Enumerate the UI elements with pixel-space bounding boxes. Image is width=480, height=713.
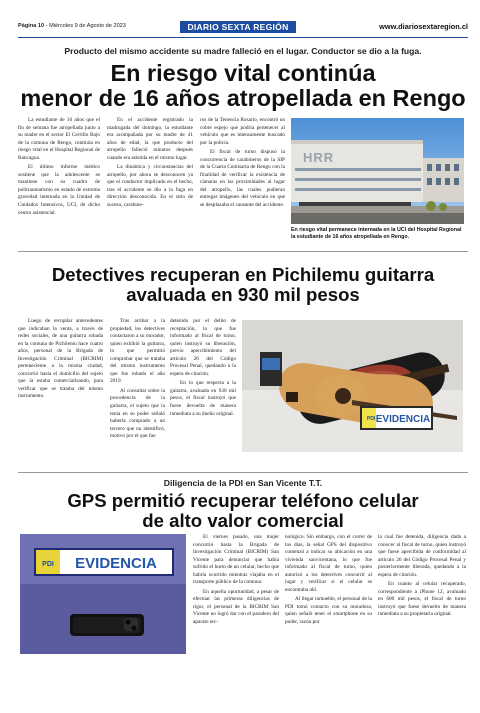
article3-headline: GPS permitió recuperar teléfono celular de alto valor comercial — [67, 490, 419, 532]
hospital-sign: HRR — [303, 150, 335, 165]
hospital-photo — [291, 118, 464, 224]
article1-column-3: ros de la Tenencia Rosario, encontró un cobre espejo que podría pertenecer al vehículo que es intensamente buscado por la policía. El fiscal de turno dispuso la concurrencia de carabineros de la SIP de la Cuarta Comisaría de Rengo con la finalidad de verificar la existencia de cámaras en las proximidades al lugar del atropello, las cuales pudieran entregar imágenes del vehículo en que se desplazaba el causante del accidente. — [200, 117, 285, 209]
article-separator-2 — [18, 472, 468, 473]
article2-column-1: Luego de recopilar antecedentes que indicaban la venta, a través de redes sociales, de una guitarra robada en la comuna de Pichilemu hace cuatro años, personal de la Brigada de Investigación Criminal (BICRIM) perteneciente a la misma ciudad, concurrió hasta el domicilio del sujeto que la estaba comercializando, para verificar que se trataba del mismo instrumento. — [18, 318, 103, 400]
article1-column-2: En el accidente registrado la madrugada del domingo, la estudiante era acompañada por su madre de 41 años de edad, la que producto del atropello falleció minutos después cuando era asistida en el mismo lugar. La dinámica y circunstancias del atropello, por ahora se desconocen ya que el conductor implicado en el hecho, tras el accidente se dio a la fuga en dirección desconocida. En el sitio de suceso, carabine- — [107, 117, 193, 209]
phone-sign-pdi-text: PDI — [42, 561, 54, 568]
article3-kicker: Diligencia de la PDI en San Vicente T.T. — [163, 478, 323, 488]
article1-column-1: La estudiante de 16 años que el fin de semana fue atropellada junto a su madre en el sector El Cerrillo Bajo de la comuna de Rengo, continúa en riesgo vital en el Hospital Regional de Rancagua. El último informe médico sostiene que la adolescente se mantiene con su cuadro de politraumatismo en estado de extrema gravedad internada en la Unidad de Cuidados Intensivos, UCI, de dicho centro asistencial. — [18, 117, 100, 216]
article3-column-2: nológico. Sin embargo, con el correr de los días, la señal GPS del dispositivo comenzó a indicar su ubicación en una vivienda sanvicentana, lo que fue informado al fiscal de turno, quien autorizó a los detectives concurrir al lugar y verificar si el celular se encontraba ahí. Al llegar inmueble, el personal de la PDI tomó contacto con su moradora, quien señaló tener el smartphone en su poder, razón por — [285, 534, 372, 626]
page-date-label: Página 10 - Miércoles 9 de Agosto de 2023 — [18, 23, 126, 29]
guitar-sign-pdi-text: PDI — [367, 416, 376, 422]
section-banner: DIARIO SEXTA REGIÓN — [180, 21, 296, 33]
article1-photo-caption: En riesgo vital permanece internada en la UCI del Hospital Regional la estudiante de 16 años atropellada en Rengo. — [291, 227, 462, 240]
article3-column-1: El viernes pasado, una mujer concurrió hasta la Brigada de Investigación Criminal (BICRIM) San Vicente para denunciar que había sufrido el hurto de un celular, hecho que habría ocurrido mientras viajaba en el transporte público de la comuna. En aquella oportunidad, a pesar de efectuar las primeras diligencias de rigor, el personal de la BICRIM San Vicente no logró dar con el paradero del aparato tec- — [193, 534, 279, 626]
guitar-evidence-sign-text: EVIDENCIA — [375, 414, 431, 425]
phone-evidence-sign-text: EVIDENCIA — [75, 555, 157, 572]
guitar-evidence-photo — [242, 320, 463, 452]
page-header — [18, 22, 468, 35]
article1-kicker: Producto del mismo accidente su madre falleció en el lugar. Conductor se dio a la fuga. — [64, 46, 422, 56]
header-rule — [18, 37, 468, 38]
article1-headline: En riesgo vital continúa menor de 16 años atropellada en Rengo — [20, 60, 466, 112]
article3-column-3: la cual fue detenida, diligencia dada a conocer al fiscal de turno, quien instruyó que fuese apercibida de conformidad al artículo 26 del Código Procesal Penal y posteriormente liberada, quedando a la espera de citación. En cuanto al celular recuperado, correspondiente a iPhone 12, avaluado en 600 mil pesos, el fiscal de turno instruyó que fuese devuelto de manera inmediata a su propietaria original. — [378, 534, 466, 618]
site-url[interactable]: www.diariosextaregion.cl — [379, 22, 468, 31]
phone-evidence-photo — [20, 534, 186, 654]
article2-column-3: detenido por el delito de receptación, lo que fue informado al fiscal de turno, quien instruyó su liberación, previo apercibimiento del artículo 26 del Código Procesal Penal, quedando a la espera de citación. En lo que respecta a la guitarra, avaluada en 930 mil pesos, el fiscal instruyó que fuese devuelta de manera inmediata a su dueño original. — [170, 318, 236, 417]
article2-column-2: Tras arribar a la propiedad, los detectives contactaron a su morador, quien exhibió la guitarra, lo que permitió comprobar que se trataba del mismo instrumento que fue robado el año 2019. Al consultar sobre la procedencia de la guitarra, el sujeto que la tenía en su poder señaló haberla comprado a un tercero que no identificó, motivo por el que fue — [110, 318, 165, 440]
article-separator-1 — [18, 251, 468, 252]
article2-headline: Detectives recuperan en Pichilemu guitarra avaluada en 930 mil pesos — [51, 264, 435, 306]
